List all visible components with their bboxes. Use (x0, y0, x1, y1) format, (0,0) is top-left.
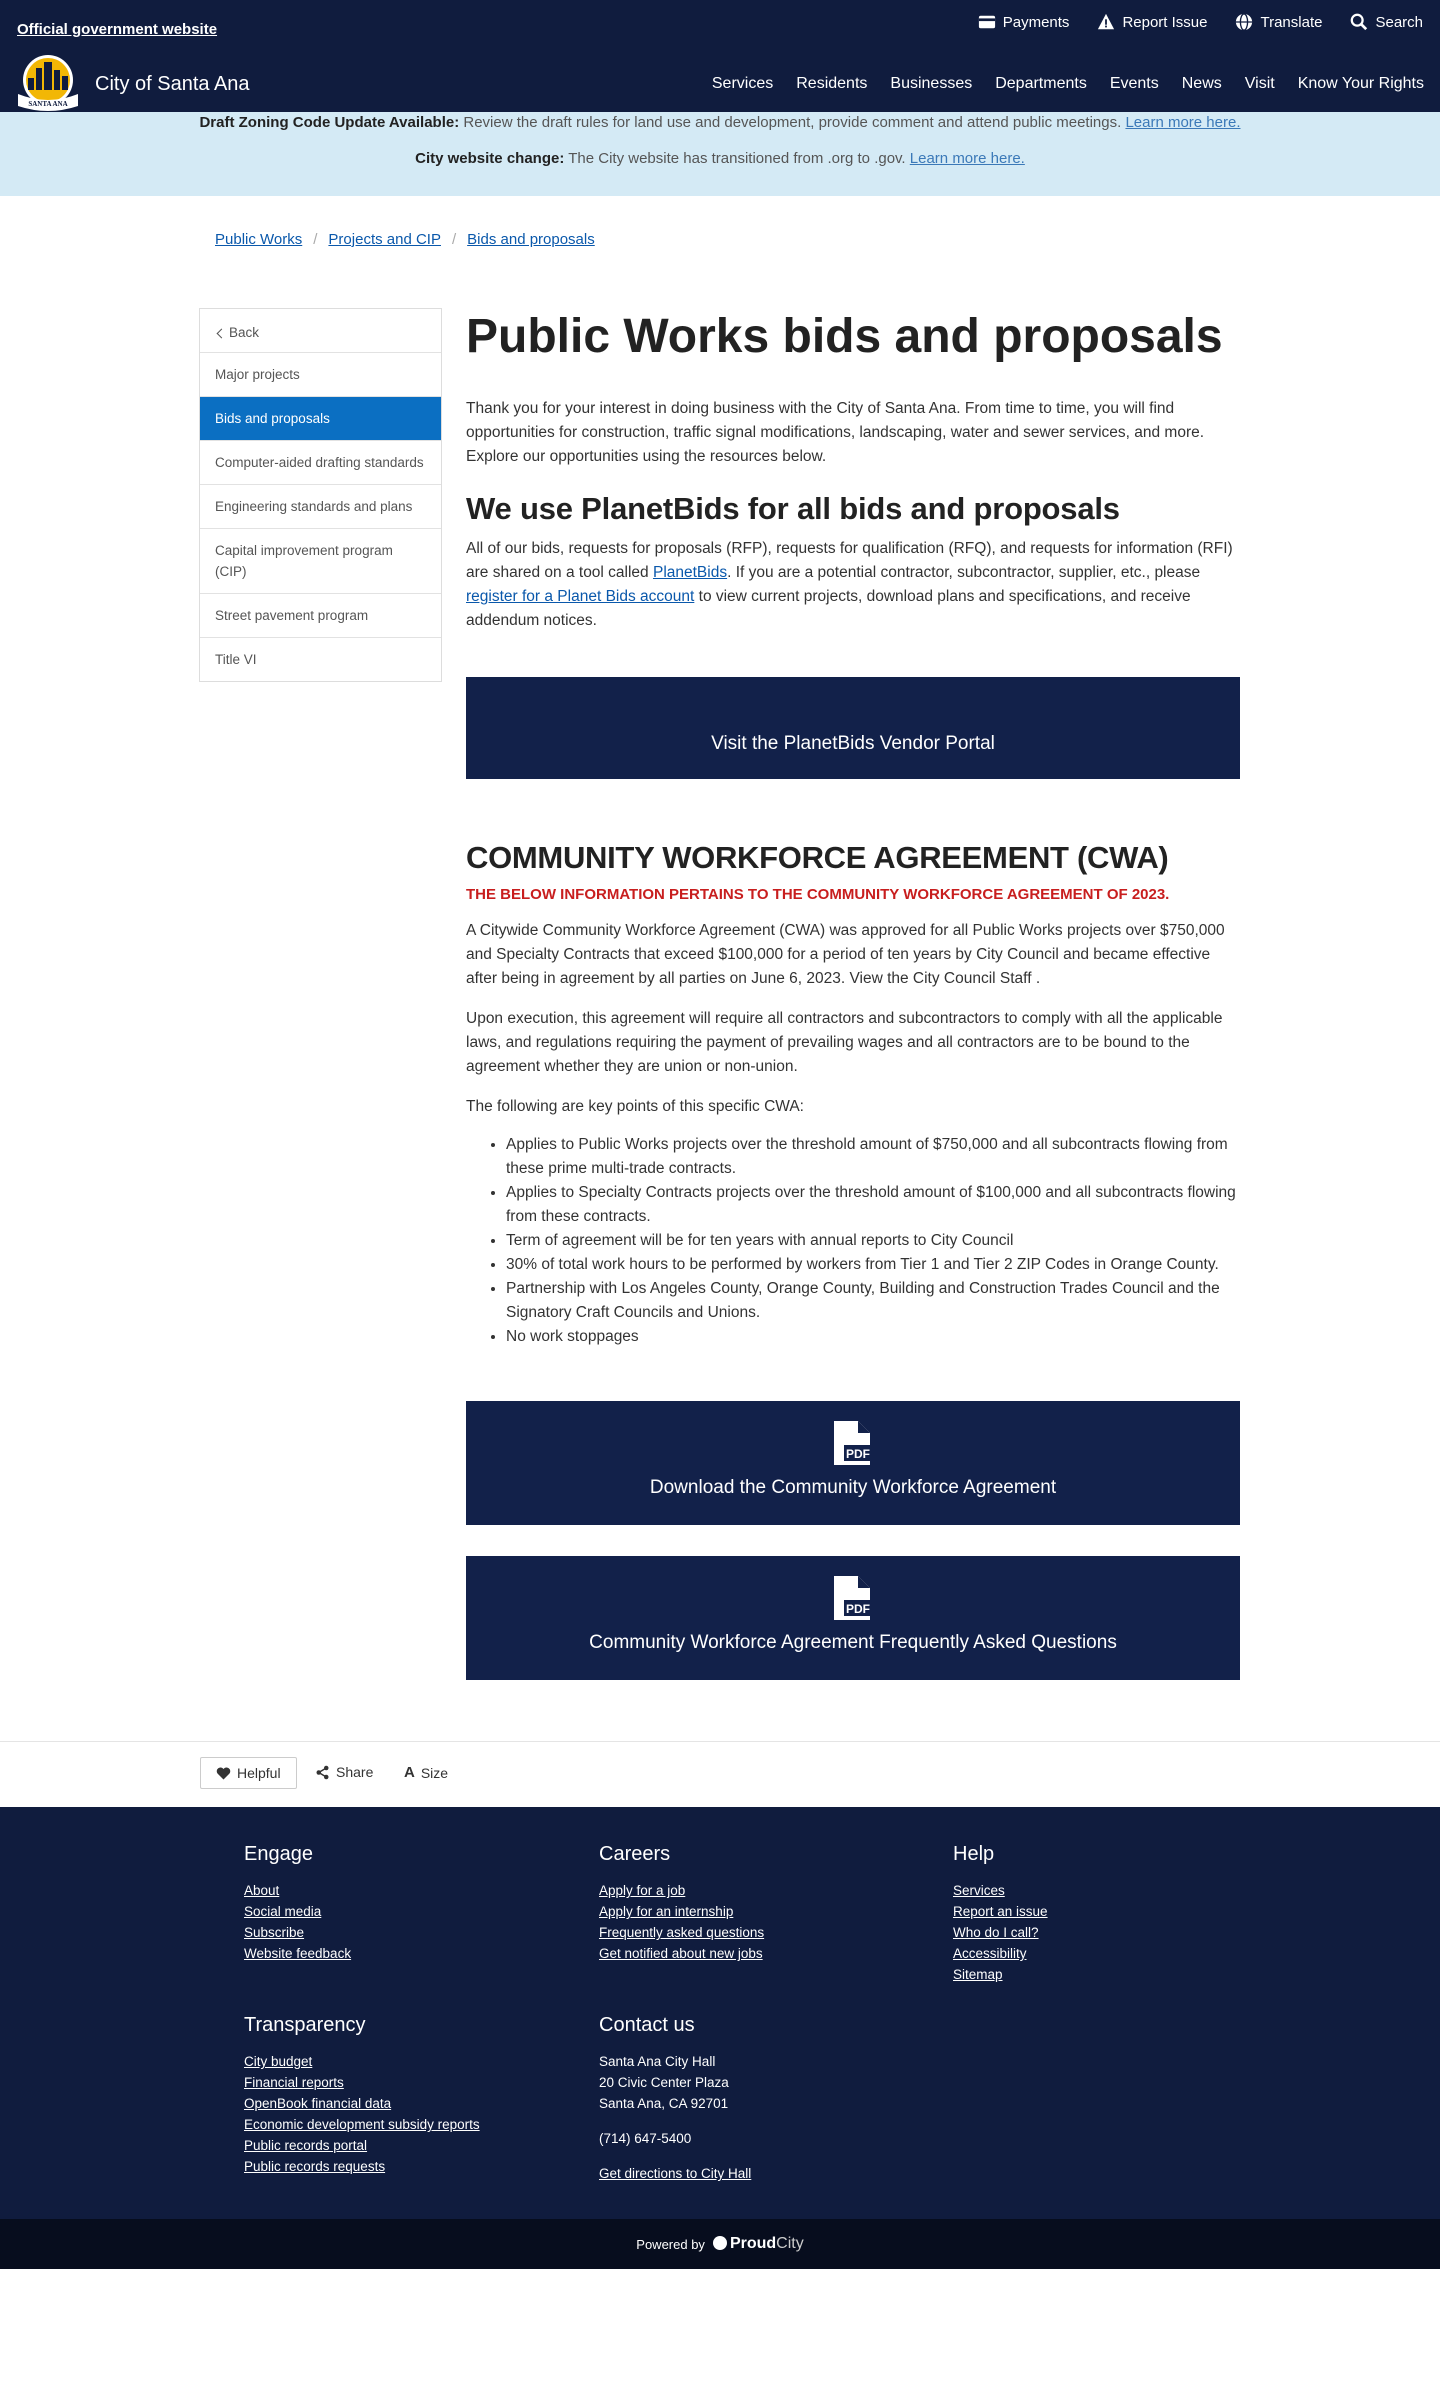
pdf-file-icon (832, 1574, 874, 1622)
planetbids-link[interactable]: PlanetBids (652, 564, 728, 581)
logo-text: SANTA ANA (28, 100, 68, 108)
contact-city: Santa Ana, CA 92701 (599, 2096, 729, 2111)
footer-careers (599, 1843, 764, 1964)
proudcity-logo[interactable] (713, 2235, 804, 2253)
powered-by-bar (0, 2219, 1440, 2269)
search-icon (1350, 13, 1368, 31)
planetbids-heading: We use PlanetBids for all bids and proposals (466, 491, 1120, 526)
main-content (466, 300, 1240, 1680)
footer-heading: Help (953, 1843, 995, 1865)
city-seal-logo[interactable] (16, 54, 80, 112)
nav-residents[interactable]: Residents (796, 75, 868, 92)
list-item: • Applies to Specialty Contracts projects over the threshold amount of $100,000 and all subcontracts flowing from these contracts. (506, 1181, 1240, 1229)
search-link[interactable] (1350, 13, 1423, 31)
footer-contact (599, 2014, 751, 2184)
breadcrumb-public-works[interactable]: Public Works (215, 231, 303, 248)
footer-heading: Careers (599, 1843, 671, 1865)
footer-link-report-issue[interactable]: Report an issue (953, 1904, 1048, 1919)
sidebar-item-major-projects[interactable]: Major projects (200, 352, 441, 396)
sidebar-back-label: Back (229, 325, 260, 340)
alert-learn-more-link[interactable]: Learn more here. (1125, 114, 1241, 131)
intro-paragraph: Thank you for your interest in doing business with the City of Santa Ana. From time to time, you will find opportunities for construction, traffic signal modifications, landscaping, water and sewer services, and more. Explore our opportunities using the resources below. (466, 400, 1205, 465)
footer-link-who-do-i-call[interactable]: Who do I call? (953, 1925, 1039, 1940)
warning-icon (1097, 13, 1115, 31)
contact-street: 20 Civic Center Plaza (599, 2075, 729, 2090)
footer-link-services[interactable]: Services (953, 1883, 1005, 1898)
share-label: Share (336, 1764, 374, 1780)
footer-link-careers-faq[interactable]: Frequently asked questions (599, 1925, 765, 1940)
main-nav (700, 75, 1435, 93)
footer-link-apply-job[interactable]: Apply for a job (599, 1883, 686, 1898)
cwa-faq-label: Community Workforce Agreement Frequently Asked Questions (589, 1632, 1117, 1653)
pdf-label: PDF (846, 1602, 870, 1616)
sidebar-item-cip[interactable]: Capital improvement program (CIP) (200, 528, 441, 593)
breadcrumb (215, 231, 595, 248)
cwa-notice: THE BELOW INFORMATION PERTAINS TO THE COMMUNITY WORKFORCE AGREEMENT OF 2023. (466, 886, 1170, 903)
heart-icon (216, 1766, 231, 1781)
text-size-icon: A (404, 1764, 415, 1781)
pb-text-1: All of our bids, requests for proposals (RFP), requests for qualification (RFQ), and requests for information (RFI) are shared on a tool called (466, 540, 1233, 581)
contact-phone: (714) 647-5400 (599, 2131, 692, 2146)
sidebar-item-street-pavement[interactable]: Street pavement program (200, 593, 441, 637)
list-item: • 30% of total work hours to be performed by workers from Tier 1 and Tier 2 ZIP Codes in Orange County. (506, 1253, 1240, 1277)
page-title: Public Works bids and proposals (466, 310, 1223, 363)
pdf-label: PDF (846, 1447, 870, 1461)
cwa-paragraph-1: A Citywide Community Workforce Agreement (CWA) was approved for all Public Works projects over $750,000 and Specialty Contracts that exceed $100,000 for a period of ten years by City Council and became effective after being in agreement by all parties on June 6, 2023. View the City Council Staff . (466, 922, 1225, 987)
footer-link-job-notifications[interactable]: Get notified about new jobs (599, 1946, 763, 1961)
footer-engage (244, 1843, 351, 1964)
list-item: • Partnership with Los Angeles County, Orange County, Building and Construction Trades Council and the Signatory Craft Councils and Unions. (506, 1277, 1240, 1325)
flag-icon (713, 2236, 727, 2250)
planetbids-paragraph (466, 537, 1240, 633)
size-label: Size (420, 1764, 449, 1781)
site-name[interactable]: City of Santa Ana (95, 73, 250, 95)
nav-services[interactable]: Services (711, 75, 774, 92)
footer-link-sitemap[interactable]: Sitemap (953, 1967, 1003, 1982)
cwa-paragraph-3: The following are key points of this specific CWA: (466, 1098, 804, 1115)
planetbids-vendor-portal-button[interactable]: Visit the PlanetBids Vendor Portal (466, 677, 1240, 779)
footer-link-social-media[interactable]: Social media (244, 1904, 322, 1919)
sidebar-item-engineering-standards[interactable]: Engineering standards and plans (200, 484, 441, 528)
footer-link-subscribe[interactable]: Subscribe (244, 1925, 305, 1940)
sidebar-item-title-vi[interactable]: Title VI (200, 637, 441, 681)
breadcrumb-bids-proposals[interactable]: Bids and proposals (467, 231, 595, 248)
nav-know-your-rights[interactable]: Know Your Rights (1297, 75, 1424, 92)
footer-link-about[interactable]: About (244, 1883, 280, 1898)
footer-link-apply-internship[interactable]: Apply for an internship (599, 1904, 734, 1919)
footer-link-records-requests[interactable]: Public records requests (244, 2159, 386, 2174)
helpful-button[interactable] (200, 1757, 297, 1789)
footer-link-accessibility[interactable]: Accessibility (953, 1946, 1027, 1961)
footer-transparency (244, 2014, 480, 2177)
alert-banner (0, 112, 1440, 196)
cwa-key-points (466, 1133, 1240, 1349)
sidebar-back[interactable] (200, 309, 441, 352)
proudcity-brand-a: Proud (729, 2235, 777, 2252)
footer-link-financial-reports[interactable]: Financial reports (244, 2075, 344, 2090)
nav-businesses[interactable]: Businesses (890, 75, 973, 92)
cwa-heading: COMMUNITY WORKFORCE AGREEMENT (CWA) (466, 840, 1169, 875)
footer-link-openbook[interactable]: OpenBook financial data (244, 2096, 392, 2111)
list-item: • No work stoppages (506, 1325, 1240, 1349)
sidebar-item-cad-standards[interactable]: Computer-aided drafting standards (200, 440, 441, 484)
footer-link-website-feedback[interactable]: Website feedback (244, 1946, 352, 1961)
breadcrumb-separator: / (451, 231, 457, 248)
pdf-file-icon (832, 1419, 874, 1467)
footer-link-city-budget[interactable]: City budget (244, 2054, 313, 2069)
section-sidebar (199, 308, 442, 682)
report-issue-label: Report Issue (1122, 13, 1208, 31)
payments-link[interactable] (978, 13, 1070, 31)
credit-card-icon (978, 13, 996, 31)
alert-title: City website change: (415, 150, 565, 167)
breadcrumb-separator: / (313, 231, 318, 248)
nav-news[interactable]: News (1181, 75, 1222, 92)
site-footer (0, 1807, 1440, 2219)
sidebar-item-bids-proposals[interactable]: Bids and proposals (200, 396, 441, 440)
nav-departments[interactable]: Departments (995, 75, 1087, 92)
website-change-alert (0, 150, 1440, 167)
directions-link[interactable]: Get directions to City Hall (599, 2166, 752, 2181)
chevron-left-icon (217, 329, 227, 339)
utility-nav (978, 13, 1423, 31)
pb-text-3: to view current projects, download plans and specifications, and receive addendum notices. (466, 588, 1191, 629)
contact-name: Santa Ana City Hall (599, 2054, 716, 2069)
official-government-link[interactable]: Official government website (17, 21, 218, 38)
page-feedback-bar (0, 1741, 1440, 1807)
footer-heading: Contact us (599, 2014, 695, 2036)
report-issue-link[interactable] (1097, 13, 1207, 31)
site-header (0, 0, 1440, 118)
footer-heading: Transparency (244, 2014, 366, 2036)
list-item: • Term of agreement will be for ten years with annual reports to City Council (506, 1229, 1240, 1253)
share-button[interactable] (315, 1764, 373, 1780)
footer-heading: Engage (244, 1843, 313, 1865)
breadcrumb-projects-cip[interactable]: Projects and CIP (328, 231, 441, 248)
translate-label: Translate (1260, 13, 1323, 31)
cwa-faq-button[interactable] (466, 1556, 1240, 1680)
download-cwa-button[interactable] (466, 1401, 1240, 1525)
alert-title: Draft Zoning Code Update Available: (199, 114, 460, 131)
footer-help (953, 1843, 1048, 1985)
footer-link-records-portal[interactable]: Public records portal (244, 2138, 368, 2153)
search-label: Search (1375, 13, 1423, 31)
zoning-alert (0, 114, 1440, 131)
cwa-paragraph-2: Upon execution, this agreement will require all contractors and subcontractors to comply with all the applicable laws, and regulations requiring the payment of prevailing wages and all contractors are to be bound to the agreement whether they are union or non-union. (466, 1010, 1223, 1075)
payments-label: Payments (1002, 13, 1070, 31)
footer-link-subsidy-reports[interactable]: Economic development subsidy reports (244, 2117, 480, 2132)
share-icon (315, 1765, 330, 1780)
nav-visit[interactable]: Visit (1244, 75, 1275, 92)
proudcity-brand-b: City (776, 2235, 804, 2252)
alert-text: The City website has transitioned from .org to .gov. (564, 150, 910, 167)
alert-text: Review the draft rules for land use and development, provide comment and attend public meetings. (459, 114, 1126, 131)
pb-text-2: . If you are a potential contractor, subcontractor, supplier, etc., please (727, 564, 1201, 581)
globe-icon (1235, 13, 1253, 31)
download-cwa-label: Download the Community Workforce Agreement (649, 1477, 1057, 1498)
alert-learn-more-link[interactable]: Learn more here. (909, 150, 1025, 167)
register-planetbids-link[interactable]: register for a Planet Bids account (466, 588, 695, 605)
nav-events[interactable]: Events (1109, 75, 1159, 92)
text-size-button[interactable] (404, 1764, 448, 1781)
powered-by-text: Powered by (636, 2236, 705, 2252)
list-item: • Applies to Public Works projects over the threshold amount of $750,000 and all subcontracts flowing from these prime multi-trade contracts. (506, 1133, 1240, 1181)
helpful-label: Helpful (237, 1765, 281, 1781)
translate-link[interactable] (1235, 13, 1322, 31)
